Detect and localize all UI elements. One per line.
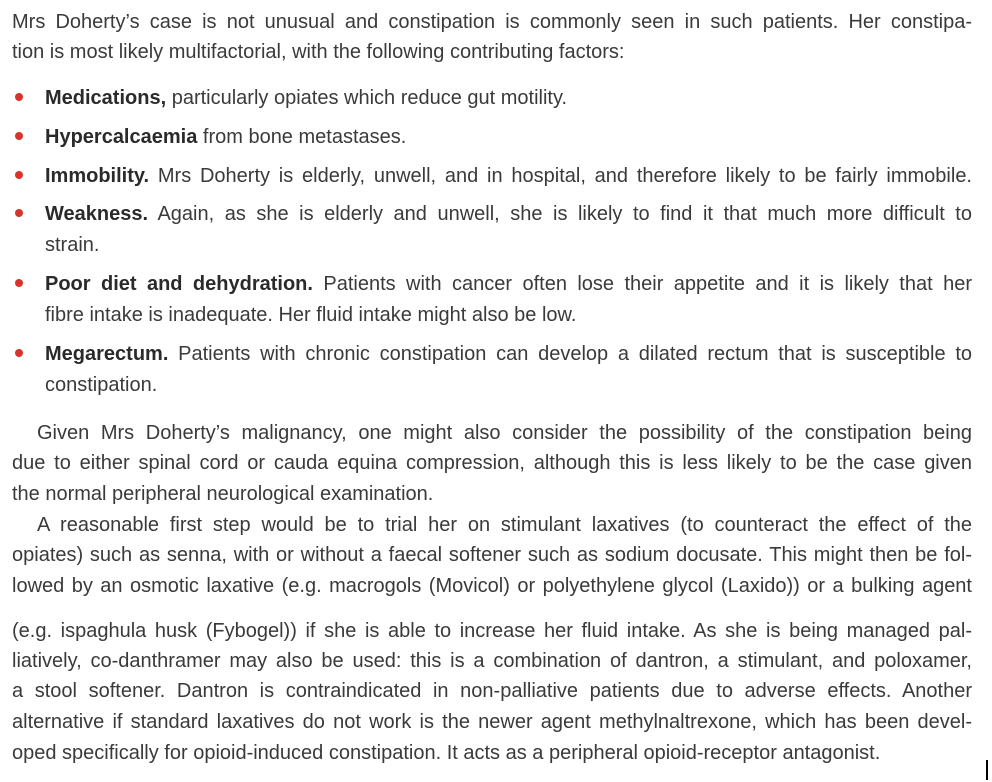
text: Patients with chronic constipation can develop a dilated rectum that is susceptible to [168,343,972,365]
text-line: (e.g. ispaghula husk (Fybogel)) if she is able to increase her fluid intake. As she is being managed pal- [12,620,972,642]
text: particularly opiates which reduce gut motility. [166,87,568,109]
text-line [45,200,972,228]
text-cursor [986,760,988,780]
text-line [45,340,972,368]
text-line: lowed by an osmotic laxative (e.g. macrogols (Movicol) or polyethylene glycol (Laxido)) or a bulking agent [12,575,972,597]
text-line: due to either spinal cord or cauda equina compression, although this is less likely to be the case given [12,452,972,474]
text: from bone metastases. [197,126,407,148]
term: Weakness. [45,203,149,225]
text-line [45,162,972,190]
text-line: fibre intake is inadequate. Her fluid intake might also be low. [45,304,577,326]
text-line: opiates) such as senna, with or without a faecal softener such as sodium docusate. This might then be fol- [12,544,972,566]
text-line: A reasonable first step would be to trial her on stimulant laxatives (to counteract the effect of the [37,514,972,536]
bullet-icon [15,349,23,357]
text-line [45,123,972,151]
term: Hypercalcaemia [45,126,198,148]
term: Medications, [45,87,167,109]
text-line: strain. [45,234,100,256]
text-line: tion is most likely multifactorial, with the following contributing factors: [12,41,625,63]
bullet-icon [15,279,23,287]
text-line: a stool softener. Dantron is contraindicated in non-palliative patients due to adverse effects. Another [12,680,972,702]
bullet-icon [15,209,23,217]
text-line: Given Mrs Doherty’s malignancy, one might also consider the possibility of the constipation being [37,422,972,444]
text-line: oped specifically for opioid-induced constipation. It acts as a peripheral opioid-receptor antagonist. [12,742,881,764]
text-line: liatively, co-danthramer may also be used: this is a combination of dantron, a stimulant, and poloxamer, [12,650,972,672]
term: Immobility. [45,165,150,187]
text-line: alternative if standard laxatives do not work is the newer agent methylnaltrexone, which has been devel- [12,711,972,733]
bullet-icon [15,132,23,140]
text: Patients with cancer often lose their appetite and it is likely that her [312,273,972,295]
bullet-icon [15,171,23,179]
text-line: the normal peripheral neurological examination. [12,483,434,505]
text-line: Mrs Doherty’s case is not unusual and constipation is commonly seen in such patients. Her constipa- [12,11,972,33]
text-line [45,270,972,298]
text: Mrs Doherty is elderly, unwell, and in hospital, and therefore likely to be fairly immobile. [149,165,972,187]
term: Megarectum. [45,343,169,365]
bullet-icon [15,93,23,101]
text-line [45,84,972,112]
text-line: constipation. [45,374,158,396]
term: Poor diet and dehydration. [45,273,313,295]
text: Again, as she is elderly and unwell, she is likely to find it that much more difficult to [148,203,972,225]
